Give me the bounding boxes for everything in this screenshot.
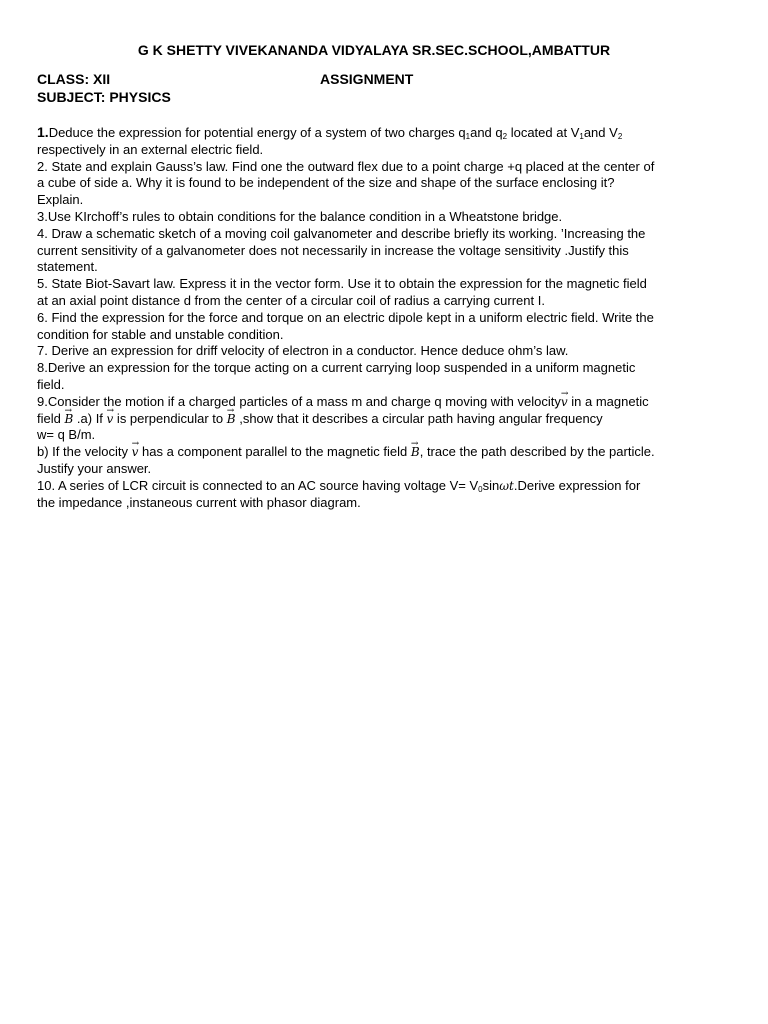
question-9-text-4b: has a component parallel to the magnetic field [138, 444, 411, 460]
subject-label: SUBJECT: PHYSICS [37, 89, 171, 105]
question-list [37, 124, 727, 511]
question-9-text-1a: 9.Consider the motion if a charged particles of a mass m and charge q moving with velocity [37, 393, 561, 409]
question-1-line-1 [37, 124, 727, 142]
question-6-line-1: 6. Find the expression for the force and torque on an electric dipole kept in a uniform electric field. Write the [37, 309, 654, 325]
question-1-sub-a: 1 [465, 132, 471, 141]
question-9-text-1b: in a magnetic [567, 393, 649, 409]
omega-t-symbol: ωt [499, 478, 514, 493]
question-7-line-1: 7. Derive an expression for driff velocity of electron in a conductor. Hence deduce ohm’s law. [37, 343, 569, 359]
question-2-line-1: 2. State and explain Gauss’s law. Find one the outward flex due to a point charge +q placed at the center of [37, 158, 655, 174]
question-9-text-2c: is perpendicular to [113, 410, 227, 426]
question-1-text-b: and q [470, 125, 503, 140]
question-1-line-2: respectively in an external electric field. [37, 141, 264, 157]
question-9-line-5: Justify your answer. [37, 460, 152, 476]
question-4-line-2: current sensitivity of a galvanometer does not necessarily in increase the voltage sensitivity .Justify this [37, 242, 629, 258]
question-4-line-1: 4. Draw a schematic sketch of a moving coil galvanometer and describe briefly its working. ’Increasing the [37, 225, 646, 241]
question-2-line-2: a cube of side a. Why it is found to be independent of the size and shape of the surface enclosing it? [37, 175, 615, 191]
question-3-line-1: 3.Use KIrchoff’s rules to obtain conditions for the balance condition in a Wheatstone bridge. [37, 208, 563, 224]
question-9-text-2b: .a) If [73, 410, 107, 426]
class-label: CLASS: XII [37, 71, 111, 87]
question-1-text-d: and V [583, 125, 618, 140]
question-10-text-1b: sin [482, 477, 500, 493]
question-1-number: 1. [37, 124, 49, 140]
question-1-text-c: located at V [507, 125, 580, 140]
velocity-vector-symbol: → v [132, 444, 139, 461]
question-9-text-2d: ,show that it describes a circular path having angular frequency [235, 410, 603, 426]
question-10-line-2: the impedance ,instaneous current with phasor diagram. [37, 494, 361, 510]
question-9-text-2a: field [37, 410, 65, 426]
question-2-line-3: Explain. [37, 192, 84, 208]
question-9-line-1 [37, 394, 727, 411]
question-10-text-1c: .Derive expression for [513, 477, 641, 493]
question-9-line-2 [37, 411, 727, 428]
question-9-text-4a: b) If the velocity [37, 444, 132, 460]
question-9-text-4c: , trace the path described by the particle. [419, 444, 655, 460]
question-1-sub-d: 2 [617, 132, 623, 141]
question-6-line-2: condition for stable and unstable condition. [37, 326, 284, 342]
question-1-sub-b: 2 [502, 132, 508, 141]
question-1-text-a: Deduce the expression for potential energy of a system of two charges q [48, 125, 466, 140]
question-10-text-1a: 10. A series of LCR circuit is connected to an AC source having voltage V= V [37, 477, 479, 493]
question-10-sub-0: 0 [478, 484, 483, 494]
question-8-line-2: field. [37, 376, 65, 392]
school-title: G K SHETTY VIVEKANANDA VIDYALAYA SR.SEC.SCHOOL,AMBATTUR [137, 42, 611, 58]
magnetic-field-vector-symbol: → B [411, 444, 420, 461]
class-subject-block [37, 70, 171, 106]
question-9-line-3: w= q B/m. [37, 427, 96, 443]
magnetic-field-vector-symbol: → B [64, 411, 73, 428]
question-5-line-2: at an axial point distance d from the center of a circular coil of radius a carrying current I. [37, 292, 545, 308]
velocity-vector-symbol: → v [561, 394, 568, 411]
question-4-line-3: statement. [37, 259, 98, 275]
question-10-line-1 [37, 478, 727, 495]
question-9-line-4 [37, 444, 727, 461]
assignment-label: ASSIGNMENT [320, 71, 414, 87]
question-8-line-1: 8.Derive an expression for the torque acting on a current carrying loop suspended in a uniform magnetic [37, 360, 636, 376]
question-1-sub-c: 1 [579, 132, 584, 141]
velocity-vector-symbol: → v [107, 411, 114, 428]
magnetic-field-vector-symbol: → B [227, 411, 236, 428]
question-5-line-1: 5. State Biot-Savart law. Express it in the vector form. Use it to obtain the expression for the magnetic field [37, 276, 647, 292]
